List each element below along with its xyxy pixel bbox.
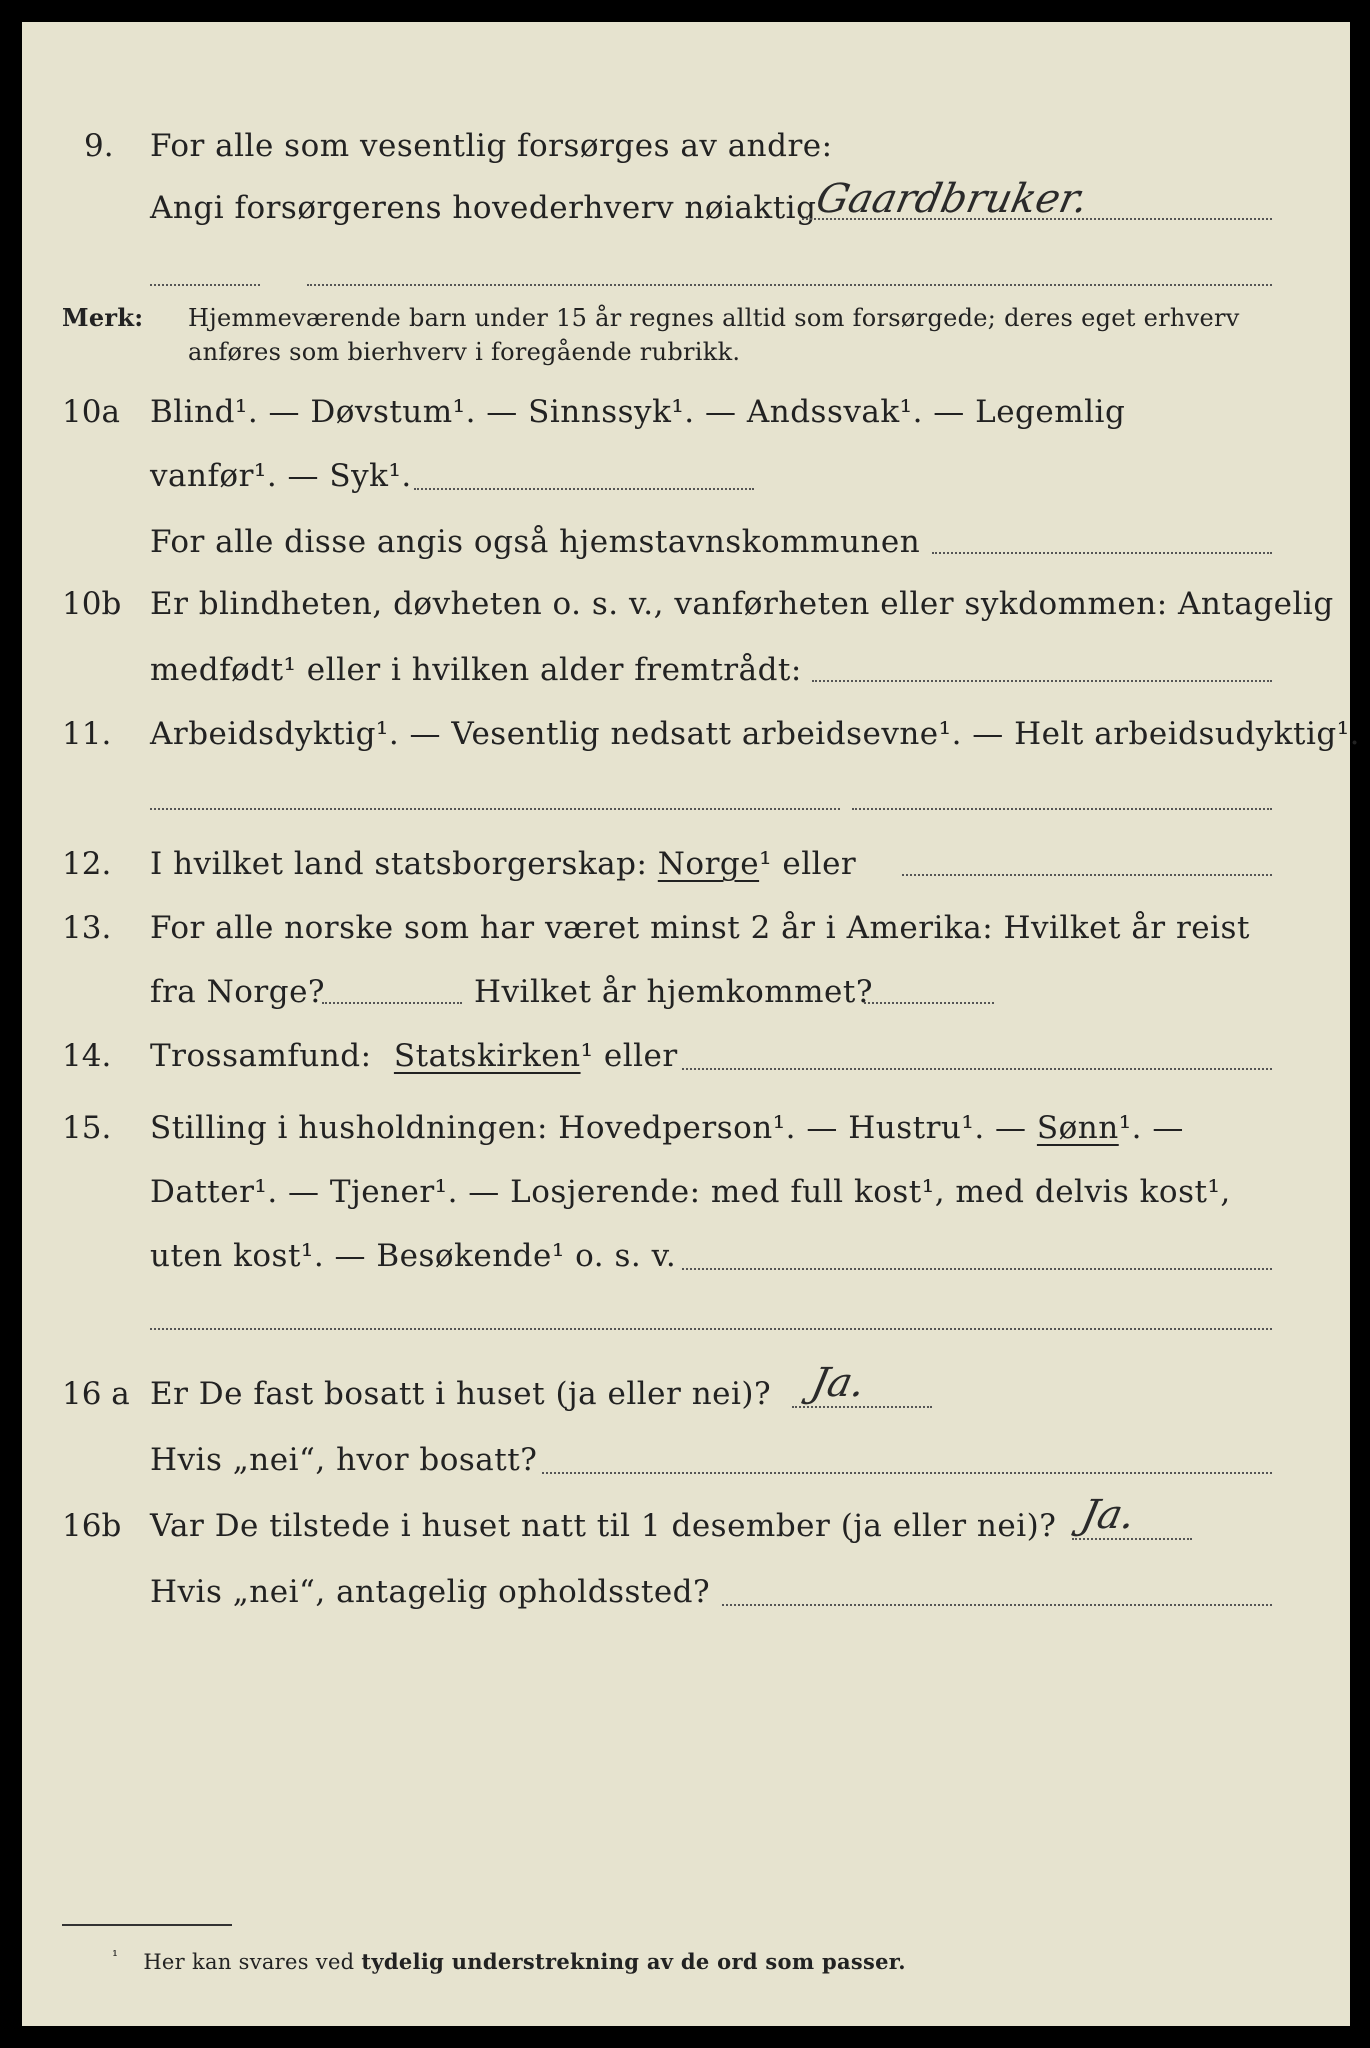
- q12-underlined-norge: Norge: [657, 846, 760, 882]
- q15-extra-line: [150, 1328, 1272, 1330]
- q10a-line1: Blind¹. — Døvstum¹. — Sinnssyk¹. — Andssvak¹. — Legemlig: [150, 394, 1126, 430]
- footnote: [112, 1940, 906, 1978]
- q13-line2b: Hvilket år hjemkommet?: [474, 974, 873, 1010]
- q9-extra-line-b: [307, 284, 1272, 286]
- q16a-line2: Hvis „nei“, hvor bosatt?: [150, 1442, 538, 1478]
- q14-answer-line: [682, 1068, 1272, 1070]
- q16a-handwritten-answer: Ja.: [807, 1360, 870, 1406]
- q12-post: ¹ eller: [759, 846, 857, 882]
- q15-number: 15.: [62, 1110, 112, 1146]
- q16a-answer-line: [792, 1406, 932, 1408]
- merk-line1: Hjemmeværende barn under 15 år regnes alltid som forsørgede; deres eget erhverv: [188, 304, 1240, 332]
- q16a-number: 16 a: [62, 1376, 130, 1412]
- merk-label: Merk:: [62, 303, 144, 332]
- q13-reist-line: [322, 1002, 462, 1004]
- footnote-rule: [62, 1924, 232, 1926]
- q13-line2a: fra Norge?: [150, 974, 326, 1010]
- q13-number: 13.: [62, 910, 112, 946]
- q15-underlined-sonn: Sønn: [1036, 1110, 1119, 1146]
- q14-line: [150, 1036, 678, 1076]
- q12-text: I hvilket land statsborgerskap:: [150, 846, 648, 882]
- q16b-answer-line: [1072, 1538, 1192, 1540]
- q15-line1-text: Stilling i husholdningen: Hovedperson¹. — Hustru¹. —: [150, 1110, 1027, 1146]
- q14-underlined-statskirken: Statskirken: [393, 1038, 581, 1074]
- q11-extra-line-b: [852, 808, 1272, 810]
- q16b-line1: Var De tilstede i huset natt til 1 desember (ja eller nei)?: [150, 1508, 1057, 1544]
- q10a-syk-line: [414, 488, 754, 490]
- q10b-number: 10b: [62, 586, 122, 622]
- merk-line2: anføres som bierhverv i foregående rubrikk.: [188, 338, 741, 366]
- q14-text: Trossamfund:: [150, 1038, 372, 1074]
- q13-hjemkommet-line: [864, 1002, 994, 1004]
- q15-line1: [150, 1108, 1184, 1148]
- q16b-handwritten-answer: Ja.: [1077, 1492, 1140, 1538]
- q12-line: [150, 844, 856, 884]
- q11-extra-line-a: [150, 808, 840, 810]
- q12-number: 12.: [62, 846, 112, 882]
- q10b-answer-line: [812, 680, 1272, 682]
- q9-handwritten-answer: Gaardbruker.: [812, 176, 1093, 222]
- q10a-line2: vanfør¹. — Syk¹.: [150, 458, 412, 494]
- q12-answer-line: [902, 874, 1272, 876]
- q15-line3: uten kost¹. — Besøkende¹ o. s. v.: [150, 1238, 677, 1274]
- q9-line1: For alle som vesentlig forsørges av andre:: [150, 128, 833, 164]
- q16b-line2: Hvis „nei“, antagelig opholdssted?: [150, 1574, 711, 1610]
- q10b-line2: medfødt¹ eller i hvilken alder fremtrådt:: [150, 652, 802, 688]
- census-form-page: [22, 22, 1361, 2026]
- q14-post: ¹ eller: [580, 1038, 678, 1074]
- q15-answer-line: [682, 1268, 1272, 1270]
- q10a-hjemstavn-line: [932, 552, 1272, 554]
- q9-line2: Angi forsørgerens hovederhverv nøiaktig: [150, 190, 817, 226]
- q16b-opholdssted-line: [722, 1604, 1272, 1606]
- q9-extra-line-a: [150, 284, 260, 286]
- footnote-text: Her kan svares ved: [143, 1950, 355, 1974]
- q11-number: 11.: [62, 716, 112, 752]
- q9-number: 9.: [84, 128, 114, 164]
- q13-line1: For alle norske som har været minst 2 år i Amerika: Hvilket år reist: [150, 910, 1250, 946]
- footnote-mark: ¹: [112, 1947, 119, 1965]
- q16a-bosatt-line: [542, 1472, 1272, 1474]
- q15-line1-post: ¹. —: [1118, 1110, 1184, 1146]
- footnote-bold-text: tydelig understrekning av de ord som passer.: [361, 1949, 906, 1974]
- q15-line2: Datter¹. — Tjener¹. — Losjerende: med full kost¹, med delvis kost¹,: [150, 1174, 1231, 1210]
- q14-number: 14.: [62, 1038, 112, 1074]
- q10b-line1: Er blindheten, døvheten o. s. v., vanførheten eller sykdommen: Antagelig: [150, 586, 1334, 622]
- q16b-number: 16b: [62, 1508, 122, 1544]
- q11-line1: Arbeidsdyktig¹. — Vesentlig nedsatt arbeidsevne¹. — Helt arbeidsudyktig¹.: [150, 716, 1361, 752]
- q16a-line1: Er De fast bosatt i huset (ja eller nei)?: [150, 1376, 772, 1412]
- q10a-line3: For alle disse angis også hjemstavnskommunen: [150, 524, 921, 560]
- q10a-number: 10a: [62, 394, 120, 430]
